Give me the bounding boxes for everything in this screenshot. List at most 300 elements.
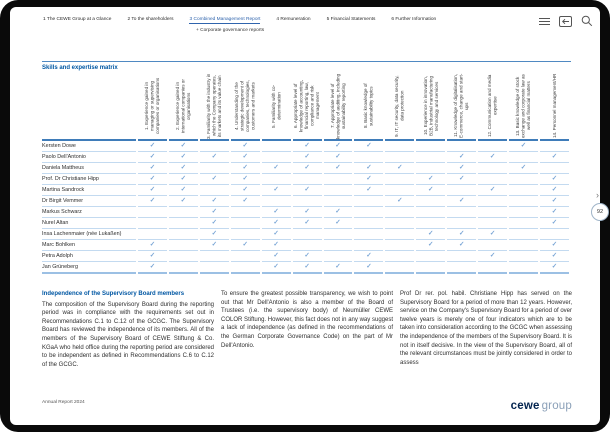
check-icon: ✓ — [489, 186, 496, 193]
body-paragraph-1: The composition of the Supervisory Board during the reporting period was in compliance with the requirements set out in Recommendations C.1 to C.12 of the GCGC. The Supervisory Board has reviewed the independence of its members. All of the members of the Supervisory Board of CEWE Stiftung & Co. KGaA who held office during the reporting period are considered to be independent as defined in Recommendations C.6 to C.12 of the GCGC. — [42, 301, 214, 368]
check-icon: ✓ — [428, 175, 434, 182]
empty-cell — [478, 141, 507, 152]
nav-item-4[interactable]: 4 Remuneration — [276, 17, 311, 22]
check-cell — [447, 152, 476, 163]
check-icon: ✓ — [366, 263, 372, 270]
empty-cell — [478, 196, 507, 207]
matrix-corner-cell — [42, 73, 136, 141]
check-icon: ✓ — [366, 175, 372, 182]
check-cell — [262, 240, 291, 251]
empty-cell — [169, 251, 198, 262]
check-icon: ✓ — [149, 241, 156, 248]
check-icon: ✓ — [489, 252, 496, 259]
nav-item-5[interactable]: 5 Financial Statements — [326, 17, 376, 22]
check-icon: ✓ — [428, 186, 434, 193]
check-cell — [447, 240, 476, 251]
matrix-col-header-12: 12. Communication and media expertise — [478, 73, 507, 141]
empty-cell — [540, 163, 569, 174]
nav-subitem-corporate-governance-reports[interactable]: + Corporate governance reports — [196, 28, 265, 33]
empty-cell — [324, 240, 353, 251]
matrix-col-header-2: 2. Experience gained in international companies or organisations — [169, 73, 198, 141]
check-icon: ✓ — [149, 263, 156, 270]
check-icon: ✓ — [458, 230, 465, 237]
check-cell — [540, 196, 569, 207]
member-name: Petra Adolph — [42, 251, 136, 262]
matrix-row — [42, 196, 569, 207]
check-icon: ✓ — [211, 208, 218, 215]
check-cell — [138, 262, 167, 274]
check-cell — [324, 207, 353, 218]
empty-cell — [478, 240, 507, 251]
check-cell — [540, 262, 569, 274]
nav-item-2[interactable]: 2 To the shareholders — [127, 17, 174, 22]
member-name: Insa Lachenmaier (née Lukaßen) — [42, 229, 136, 240]
check-icon: ✓ — [397, 164, 403, 171]
empty-cell — [478, 174, 507, 185]
check-icon: ✓ — [366, 252, 372, 259]
empty-cell — [293, 196, 322, 207]
check-icon: ✓ — [335, 164, 341, 171]
empty-cell — [231, 251, 260, 262]
empty-cell — [509, 218, 538, 229]
empty-cell — [509, 174, 538, 185]
member-name: Martina Sandrock — [42, 185, 136, 196]
check-icon: ✓ — [149, 197, 156, 204]
check-cell — [293, 163, 322, 174]
empty-cell — [416, 262, 445, 274]
check-icon: ✓ — [273, 230, 279, 237]
check-cell — [138, 251, 167, 262]
check-cell — [231, 185, 260, 196]
matrix-row — [42, 218, 569, 229]
empty-cell — [385, 251, 414, 262]
check-icon: ✓ — [458, 197, 465, 204]
empty-cell — [200, 262, 229, 274]
text-column-1 — [42, 290, 214, 369]
report-page — [10, 7, 604, 425]
check-cell — [138, 174, 167, 185]
matrix-row — [42, 240, 569, 251]
empty-cell — [478, 163, 507, 174]
check-cell — [169, 196, 198, 207]
check-cell — [478, 251, 507, 262]
empty-cell — [447, 262, 476, 274]
empty-cell — [509, 185, 538, 196]
check-cell — [416, 240, 445, 251]
check-icon: ✓ — [242, 175, 248, 182]
check-icon: ✓ — [242, 197, 248, 204]
empty-cell — [262, 174, 291, 185]
check-cell — [138, 185, 167, 196]
empty-cell — [169, 218, 198, 229]
check-cell — [138, 152, 167, 163]
empty-cell — [231, 262, 260, 274]
matrix-row — [42, 152, 569, 163]
empty-cell — [416, 196, 445, 207]
empty-cell — [540, 141, 569, 152]
skills-matrix-table — [40, 73, 571, 274]
check-icon: ✓ — [489, 153, 496, 160]
check-cell — [416, 185, 445, 196]
check-cell — [354, 141, 383, 152]
matrix-row — [42, 251, 569, 262]
empty-cell — [447, 218, 476, 229]
check-cell — [262, 185, 291, 196]
matrix-col-header-8: 8. Basic knowledge of sustainability topics — [354, 73, 383, 141]
empty-cell — [354, 207, 383, 218]
check-icon: ✓ — [180, 153, 187, 160]
empty-cell — [385, 262, 414, 274]
empty-cell — [385, 185, 414, 196]
check-cell — [231, 196, 260, 207]
check-icon: ✓ — [242, 153, 248, 160]
check-cell — [293, 251, 322, 262]
logo-primary-text: cewe — [510, 400, 540, 412]
empty-cell — [509, 196, 538, 207]
check-icon: ✓ — [273, 241, 279, 248]
empty-cell — [169, 240, 198, 251]
empty-cell — [231, 218, 260, 229]
check-icon: ✓ — [149, 252, 156, 259]
menu-icon[interactable] — [539, 17, 550, 26]
empty-cell — [385, 218, 414, 229]
empty-cell — [354, 229, 383, 240]
check-cell — [540, 185, 569, 196]
check-cell — [385, 196, 414, 207]
check-icon: ✓ — [273, 164, 279, 171]
matrix-col-header-10: 10. Experience in innovation, B2B, industrial manufacturing technology and services — [416, 73, 445, 141]
member-name: Prof. Dr Christiane Hipp — [42, 174, 136, 185]
empty-cell — [509, 207, 538, 218]
empty-cell — [509, 240, 538, 251]
check-icon: ✓ — [458, 241, 465, 248]
empty-cell — [324, 196, 353, 207]
check-icon: ✓ — [458, 175, 465, 182]
check-cell — [169, 163, 198, 174]
empty-cell — [324, 251, 353, 262]
check-cell — [416, 174, 445, 185]
empty-cell — [509, 262, 538, 274]
empty-cell — [509, 251, 538, 262]
check-cell — [262, 163, 291, 174]
check-icon: ✓ — [304, 153, 310, 160]
empty-cell — [324, 229, 353, 240]
empty-cell — [262, 141, 291, 152]
check-cell — [540, 174, 569, 185]
empty-cell — [200, 141, 229, 152]
check-cell — [354, 262, 383, 274]
check-cell — [540, 251, 569, 262]
check-icon: ✓ — [520, 164, 527, 171]
check-icon: ✓ — [397, 197, 403, 204]
check-icon: ✓ — [304, 263, 310, 270]
matrix-col-header-11: 11. Knowledge of digitalisation, E-commerce, change and start-ups — [447, 73, 476, 141]
empty-cell — [231, 207, 260, 218]
empty-cell — [509, 152, 538, 163]
check-icon: ✓ — [273, 186, 279, 193]
page-number-badge[interactable]: 92 — [591, 203, 609, 221]
check-icon: ✓ — [304, 219, 310, 226]
check-cell — [231, 174, 260, 185]
empty-cell — [293, 240, 322, 251]
empty-cell — [385, 152, 414, 163]
check-icon: ✓ — [428, 230, 434, 237]
check-icon: ✓ — [520, 142, 527, 149]
matrix-row — [42, 229, 569, 240]
matrix-row — [42, 185, 569, 196]
check-icon: ✓ — [304, 186, 310, 193]
check-icon: ✓ — [242, 186, 248, 193]
check-icon: ✓ — [180, 186, 187, 193]
empty-cell — [447, 207, 476, 218]
empty-cell — [416, 218, 445, 229]
check-cell — [169, 152, 198, 163]
check-icon: ✓ — [335, 208, 341, 215]
empty-cell — [447, 185, 476, 196]
matrix-col-header-6: 6. Appropriate level of knowledge of accounting, financial reporting, law, compliance and risk management — [293, 73, 322, 141]
check-cell — [416, 229, 445, 240]
matrix-col-header-7: 7. Appropriate level of knowledge of auditing, including sustainability reporting — [324, 73, 353, 141]
check-cell — [354, 251, 383, 262]
matrix-title: Skills and expertise matrix — [42, 65, 118, 71]
check-cell — [200, 174, 229, 185]
check-cell — [262, 262, 291, 274]
empty-cell — [354, 218, 383, 229]
check-cell — [200, 196, 229, 207]
matrix-col-header-9: 9. IT, IT security, data security, data protection — [385, 73, 414, 141]
check-icon: ✓ — [335, 142, 341, 149]
check-cell — [478, 152, 507, 163]
body-paragraph-3: Prof Dr rer. pol. habil. Christiane Hipp has served on the Supervisory Board for a period of more than 12 years. However, service on the Company's Supervisory Board for a period of over twelve years is merely one of four indicators which are to be taken into consideration according to the GCGC when assessing the independence of the members of the Supervisory Board. It is not in itself decisive. In the view of the Supervisory Board, all of the relevant circumstances must be jointly considered in order to assess — [400, 291, 572, 366]
check-icon: ✓ — [458, 153, 465, 160]
check-icon: ✓ — [551, 208, 558, 215]
check-cell — [354, 174, 383, 185]
empty-cell — [478, 262, 507, 274]
empty-cell — [540, 229, 569, 240]
check-cell — [324, 163, 353, 174]
check-cell — [293, 207, 322, 218]
check-cell — [200, 240, 229, 251]
check-icon: ✓ — [211, 197, 218, 204]
report-name: Annual Report 2024 — [42, 400, 85, 405]
empty-cell — [385, 207, 414, 218]
check-icon: ✓ — [489, 230, 496, 237]
empty-cell — [293, 229, 322, 240]
check-cell — [447, 174, 476, 185]
check-cell — [231, 240, 260, 251]
check-cell — [262, 207, 291, 218]
matrix-row — [42, 163, 569, 174]
empty-cell — [169, 229, 198, 240]
check-icon: ✓ — [551, 175, 558, 182]
empty-cell — [385, 174, 414, 185]
empty-cell — [478, 207, 507, 218]
check-icon: ✓ — [149, 186, 156, 193]
cewe-group-logo — [511, 400, 572, 412]
check-icon: ✓ — [551, 153, 558, 160]
check-cell — [138, 196, 167, 207]
check-cell — [200, 152, 229, 163]
toolbar — [539, 15, 593, 27]
empty-cell — [138, 218, 167, 229]
section-divider — [42, 61, 571, 62]
check-cell — [385, 163, 414, 174]
check-cell — [169, 141, 198, 152]
body-paragraph-2: To ensure the greatest possible transparency, we wish to point out that Mr Dell'Antonio is also a member of the Board of Trustees (i.e. the supervisory body) of Neumüller CEWE COLOR Stiftung. However, this fact does not in any way suggest a lack of independence (as defined in the recommendations of the German Corporate Governance Code) on the part of Mr Dell'Antonio. — [221, 291, 393, 349]
check-cell — [293, 218, 322, 229]
check-cell — [138, 163, 167, 174]
check-icon: ✓ — [458, 164, 465, 171]
check-icon: ✓ — [366, 142, 372, 149]
empty-cell — [231, 229, 260, 240]
matrix-col-header-3: 3. Familiarity with the industry in which the Company operates, its markets and its value chain — [200, 73, 229, 141]
check-icon: ✓ — [335, 153, 341, 160]
check-icon: ✓ — [180, 197, 187, 204]
member-name: Jan Grüneberg — [42, 262, 136, 274]
empty-cell — [169, 207, 198, 218]
member-name: Daniela Mattheus — [42, 163, 136, 174]
check-icon: ✓ — [211, 153, 218, 160]
empty-cell — [385, 240, 414, 251]
check-cell — [231, 152, 260, 163]
member-name: Paolo Dell'Antonio — [42, 152, 136, 163]
check-cell — [169, 174, 198, 185]
check-cell — [447, 163, 476, 174]
empty-cell — [385, 141, 414, 152]
check-cell — [509, 141, 538, 152]
empty-cell — [262, 152, 291, 163]
check-icon: ✓ — [273, 219, 279, 226]
check-icon: ✓ — [211, 219, 218, 226]
skills-matrix — [40, 73, 571, 274]
empty-cell — [354, 196, 383, 207]
check-icon: ✓ — [149, 164, 156, 171]
top-nav — [43, 17, 436, 24]
empty-cell — [169, 262, 198, 274]
search-icon[interactable] — [581, 15, 593, 27]
check-cell — [354, 163, 383, 174]
check-cell — [324, 152, 353, 163]
check-icon: ✓ — [304, 142, 310, 149]
check-cell — [138, 141, 167, 152]
check-cell — [324, 218, 353, 229]
toc-collapse-icon[interactable] — [559, 16, 572, 27]
check-cell — [262, 229, 291, 240]
check-cell — [478, 229, 507, 240]
matrix-col-header-14: 14. Personnel management/HR — [540, 73, 569, 141]
matrix-row — [42, 262, 569, 274]
empty-cell — [200, 251, 229, 262]
empty-cell — [200, 163, 229, 174]
empty-cell — [324, 174, 353, 185]
check-cell — [293, 262, 322, 274]
matrix-col-header-13: 13. Basic knowledge of stock exchange and corporate law as well as financial matters — [509, 73, 538, 141]
member-name: Nurel Altan — [42, 218, 136, 229]
check-cell — [540, 152, 569, 163]
check-icon: ✓ — [304, 164, 310, 171]
text-column-3 — [400, 290, 572, 369]
empty-cell — [354, 152, 383, 163]
check-cell — [200, 207, 229, 218]
check-icon: ✓ — [366, 186, 372, 193]
text-column-2 — [221, 290, 393, 369]
empty-cell — [416, 251, 445, 262]
empty-cell — [138, 229, 167, 240]
check-icon: ✓ — [180, 142, 187, 149]
empty-cell — [200, 185, 229, 196]
check-cell — [447, 196, 476, 207]
check-cell — [231, 163, 260, 174]
empty-cell — [447, 141, 476, 152]
nav-item-3[interactable]: 3 Combined Management Report — [189, 17, 261, 22]
matrix-row — [42, 174, 569, 185]
check-icon: ✓ — [242, 142, 248, 149]
matrix-col-header-1: 1. Experience gained in managing or supervising companies or organisations — [138, 73, 167, 141]
member-name: Dr Birgit Vemmer — [42, 196, 136, 207]
matrix-row — [42, 141, 569, 152]
check-cell — [447, 229, 476, 240]
check-icon: ✓ — [149, 142, 156, 149]
body-text-columns — [42, 290, 572, 369]
nav-item-1[interactable]: 1 The CEWE Group at a Glance — [43, 17, 112, 22]
check-icon: ✓ — [273, 252, 279, 259]
empty-cell — [416, 163, 445, 174]
check-icon: ✓ — [242, 164, 248, 171]
check-cell — [138, 240, 167, 251]
check-icon: ✓ — [180, 164, 187, 171]
empty-cell — [324, 185, 353, 196]
empty-cell — [416, 141, 445, 152]
member-name: Kersten Dowe — [42, 141, 136, 152]
check-icon: ✓ — [551, 241, 558, 248]
check-cell — [540, 207, 569, 218]
check-icon: ✓ — [551, 197, 558, 204]
check-icon: ✓ — [304, 208, 310, 215]
check-cell — [324, 141, 353, 152]
independence-heading: Independence of the Supervisory Board members — [42, 291, 185, 297]
nav-item-6[interactable]: 6 Further Information — [391, 17, 437, 22]
empty-cell — [385, 229, 414, 240]
empty-cell — [354, 240, 383, 251]
check-icon: ✓ — [211, 230, 218, 237]
check-icon: ✓ — [335, 263, 341, 270]
check-cell — [231, 141, 260, 152]
check-cell — [293, 141, 322, 152]
check-icon: ✓ — [366, 164, 372, 171]
check-icon: ✓ — [211, 241, 218, 248]
check-icon: ✓ — [273, 208, 279, 215]
check-icon: ✓ — [551, 186, 558, 193]
check-icon: ✓ — [304, 252, 310, 259]
empty-cell — [509, 229, 538, 240]
check-cell — [293, 152, 322, 163]
check-cell — [262, 251, 291, 262]
check-cell — [540, 240, 569, 251]
empty-cell — [262, 196, 291, 207]
check-icon: ✓ — [211, 175, 218, 182]
check-cell — [200, 229, 229, 240]
check-icon: ✓ — [551, 219, 558, 226]
check-icon: ✓ — [551, 252, 558, 259]
check-icon: ✓ — [149, 153, 156, 160]
check-cell — [478, 185, 507, 196]
empty-cell — [478, 218, 507, 229]
check-cell — [262, 218, 291, 229]
next-page-chevron[interactable]: › — [596, 190, 599, 200]
empty-cell — [293, 174, 322, 185]
check-icon: ✓ — [149, 175, 156, 182]
matrix-col-header-4: 4. Understanding of the strategic development of companies, technologies, customers and markets — [231, 73, 260, 141]
